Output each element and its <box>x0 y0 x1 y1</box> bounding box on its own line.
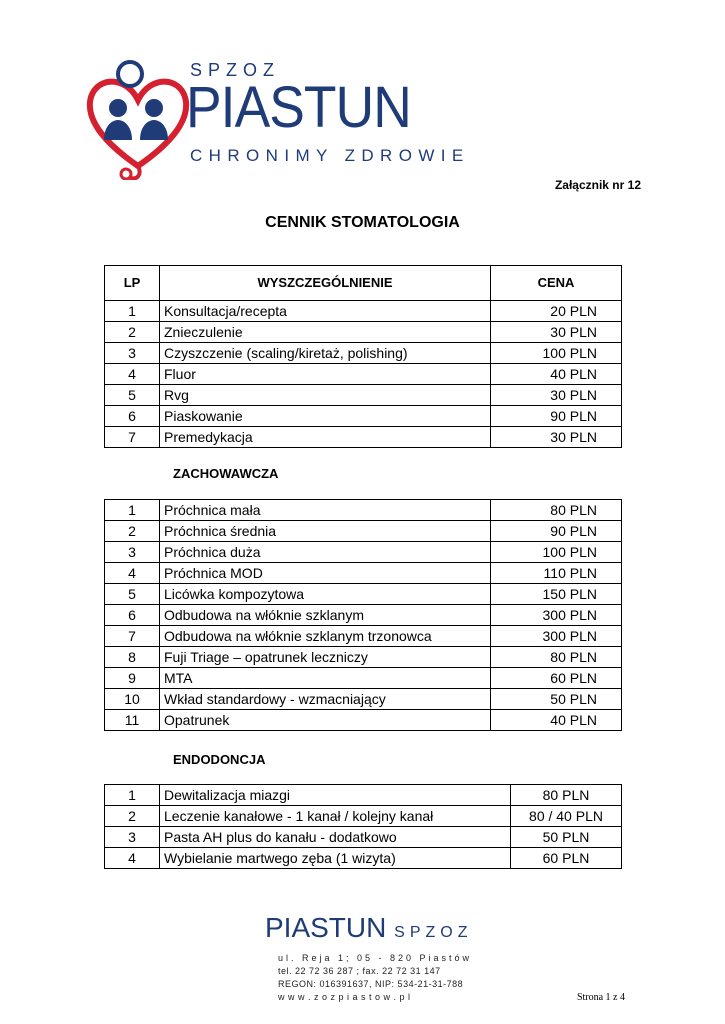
row-price: 30 PLN <box>491 385 622 406</box>
endodoncja-price-table <box>104 784 622 869</box>
row-lp: 4 <box>105 848 160 869</box>
header-lp: LP <box>105 266 160 301</box>
row-description: Licówka kompozytowa <box>160 584 491 605</box>
table-row <box>105 689 622 710</box>
table-row <box>105 827 622 848</box>
row-lp: 1 <box>105 785 160 806</box>
row-lp: 10 <box>105 689 160 710</box>
row-lp: 3 <box>105 827 160 848</box>
table-row <box>105 500 622 521</box>
row-lp: 6 <box>105 406 160 427</box>
row-description: Premedykacja <box>160 427 491 448</box>
row-lp: 3 <box>105 542 160 563</box>
row-description: Wkład standardowy - wzmacniający <box>160 689 491 710</box>
table-row <box>105 785 622 806</box>
row-description: Fluor <box>160 364 491 385</box>
zachowawcza-price-table <box>104 499 622 731</box>
row-lp: 7 <box>105 626 160 647</box>
logo-spzoz: SPZOZ <box>190 60 281 80</box>
row-price: 60 PLN <box>511 848 622 869</box>
row-lp: 5 <box>105 385 160 406</box>
section-endodoncja: ENDODONCJA <box>173 752 266 767</box>
table-row <box>105 521 622 542</box>
row-price: 90 PLN <box>491 406 622 427</box>
row-description: Rvg <box>160 385 491 406</box>
row-price: 80 PLN <box>491 647 622 668</box>
footer-address: ul. Reja 1; 05 - 820 Piastów <box>278 953 473 963</box>
row-price: 100 PLN <box>491 542 622 563</box>
footer-brand-name: PIASTUN <box>265 912 387 943</box>
logo-name: PIASTUN <box>186 75 411 140</box>
annex-label: Załącznik nr 12 <box>554 178 641 192</box>
row-lp: 2 <box>105 521 160 542</box>
table-row <box>105 848 622 869</box>
footer-brand-suffix: SPZOZ <box>394 924 473 941</box>
row-price: 60 PLN <box>491 668 622 689</box>
row-description: MTA <box>160 668 491 689</box>
row-price: 300 PLN <box>491 626 622 647</box>
row-description: Znieczulenie <box>160 322 491 343</box>
row-description: Próchnica duża <box>160 542 491 563</box>
footer-regon: REGON: 016391637, NIP: 534-21-31-788 <box>278 979 464 989</box>
table-row <box>105 343 622 364</box>
page-title: CENNIK STOMATOLOGIA <box>265 214 460 231</box>
row-description: Piaskowanie <box>160 406 491 427</box>
row-price: 40 PLN <box>491 710 622 731</box>
row-price: 110 PLN <box>491 563 622 584</box>
table-row <box>105 542 622 563</box>
row-price: 30 PLN <box>491 427 622 448</box>
row-price: 40 PLN <box>491 364 622 385</box>
footer-www: w w w . z o z p i a s t o w . p l <box>278 992 411 1002</box>
row-price: 80 / 40 PLN <box>511 806 622 827</box>
row-lp: 2 <box>105 322 160 343</box>
row-price: 80 PLN <box>511 785 622 806</box>
table-row <box>105 364 622 385</box>
row-description: Odbudowa na włóknie szklanym trzonowca <box>160 626 491 647</box>
row-price: 150 PLN <box>491 584 622 605</box>
table-row <box>105 710 622 731</box>
table-row <box>105 584 622 605</box>
row-description: Czyszczenie (scaling/kiretaż, polishing) <box>160 343 491 364</box>
row-description: Próchnica MOD <box>160 563 491 584</box>
row-price: 50 PLN <box>491 689 622 710</box>
header-desc: WYSZCZEGÓLNIENIE <box>160 266 491 301</box>
row-lp: 11 <box>105 710 160 731</box>
row-lp: 1 <box>105 301 160 322</box>
table-header-row <box>105 266 622 301</box>
table-row <box>105 427 622 448</box>
row-lp: 2 <box>105 806 160 827</box>
footer-brand <box>265 914 472 942</box>
table-row <box>105 626 622 647</box>
row-lp: 4 <box>105 364 160 385</box>
row-description: Leczenie kanałowe - 1 kanał / kolejny kanał <box>160 806 511 827</box>
row-price: 300 PLN <box>491 605 622 626</box>
table-row <box>105 647 622 668</box>
section-zachowawcza: ZACHOWAWCZA <box>173 466 279 481</box>
row-description: Dewitalizacja miazgi <box>160 785 511 806</box>
row-description: Wybielanie martwego zęba (1 wizyta) <box>160 848 511 869</box>
row-price: 80 PLN <box>491 500 622 521</box>
row-lp: 3 <box>105 343 160 364</box>
logo-tagline: CHRONIMY ZDROWIE <box>190 146 470 165</box>
row-price: 50 PLN <box>511 827 622 848</box>
row-description: Próchnica mała <box>160 500 491 521</box>
page-number: Strona 1 z 4 <box>576 992 625 1003</box>
row-description: Pasta AH plus do kanału - dodatkowo <box>160 827 511 848</box>
table-row <box>105 668 622 689</box>
table-row <box>105 563 622 584</box>
row-lp: 4 <box>105 563 160 584</box>
row-description: Odbudowa na włóknie szklanym <box>160 605 491 626</box>
row-lp: 6 <box>105 605 160 626</box>
row-lp: 1 <box>105 500 160 521</box>
row-description: Opatrunek <box>160 710 491 731</box>
table-row <box>105 385 622 406</box>
table-row <box>105 605 622 626</box>
header-price: CENA <box>491 266 622 301</box>
footer-phone: tel. 22 72 36 287 ; fax. 22 72 31 147 <box>278 966 441 976</box>
row-price: 30 PLN <box>491 322 622 343</box>
row-lp: 9 <box>105 668 160 689</box>
row-description: Konsultacja/recepta <box>160 301 491 322</box>
row-price: 90 PLN <box>491 521 622 542</box>
row-price: 100 PLN <box>491 343 622 364</box>
table-row <box>105 406 622 427</box>
table-row <box>105 322 622 343</box>
general-price-table <box>104 265 622 448</box>
row-lp: 5 <box>105 584 160 605</box>
table-row <box>105 806 622 827</box>
table-row <box>105 301 622 322</box>
row-description: Fuji Triage – opatrunek leczniczy <box>160 647 491 668</box>
row-description: Próchnica średnia <box>160 521 491 542</box>
row-price: 20 PLN <box>491 301 622 322</box>
row-lp: 7 <box>105 427 160 448</box>
row-lp: 8 <box>105 647 160 668</box>
